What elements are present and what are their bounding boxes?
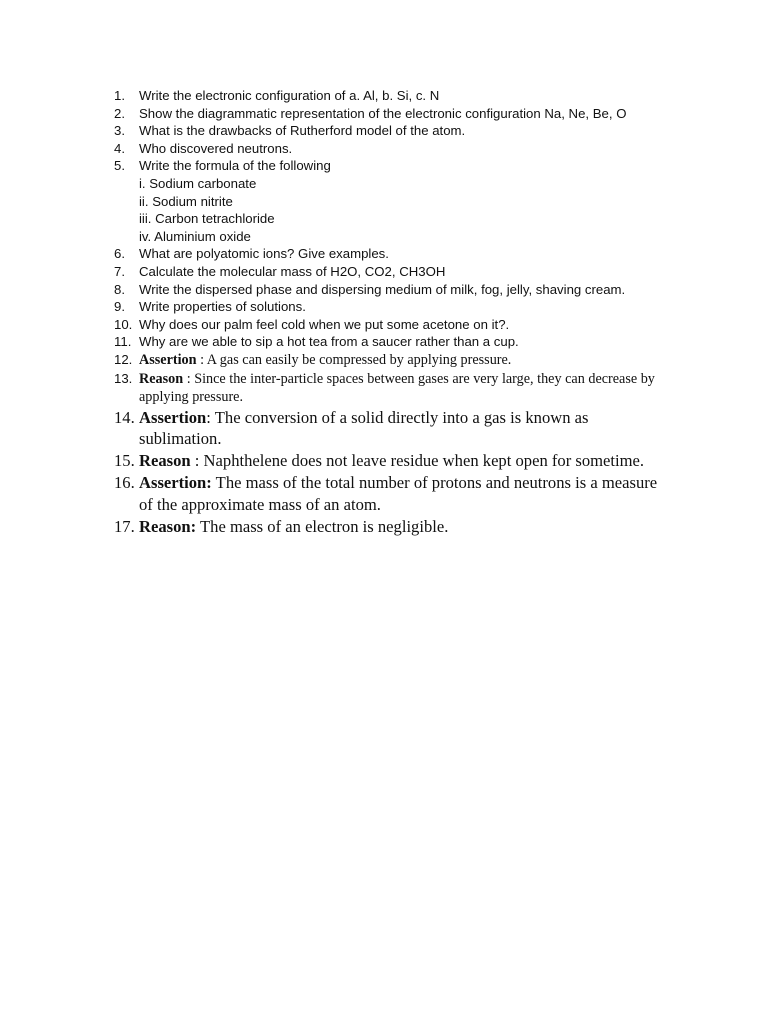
- question-number: 13.: [114, 370, 133, 386]
- question-text: : Since the inter-particle spaces between gases are very large, they can decrease by applying pressure.: [139, 370, 655, 406]
- question-number: 10.: [114, 316, 133, 332]
- question-item: [114, 516, 674, 538]
- assertion-keyword: Assertion: [139, 351, 197, 368]
- question-text: What is the drawbacks of Rutherford model of the atom.: [139, 123, 466, 139]
- reason-keyword: Reason: [139, 370, 184, 387]
- question-item: [114, 281, 674, 299]
- question-number: 14.: [114, 407, 135, 427]
- question-item: [114, 450, 674, 472]
- question-item: [114, 316, 674, 334]
- sub-item-text: iii. Carbon tetrachloride: [139, 211, 275, 227]
- assertion-keyword: Assertion:: [139, 473, 212, 493]
- question-text: What are polyatomic ions? Give examples.: [139, 246, 389, 262]
- sub-item: [114, 175, 674, 193]
- sub-item: [114, 228, 674, 246]
- sub-item-text: ii. Sodium nitrite: [139, 193, 233, 209]
- sub-item: [114, 210, 674, 228]
- question-text: Calculate the molecular mass of H2O, CO2, CH3OH: [139, 263, 446, 279]
- question-item: [114, 105, 674, 123]
- question-item: [114, 472, 674, 516]
- question-number: 9.: [114, 299, 125, 315]
- question-text: Who discovered neutrons.: [139, 140, 293, 156]
- reason-keyword: Reason: [139, 451, 191, 471]
- question-item: [114, 140, 674, 158]
- question-text: Write the electronic configuration of a. Al, b. Si, c. N: [139, 88, 440, 103]
- question-text: Show the diagrammatic representation of the electronic configuration Na, Ne, Be, O: [139, 105, 627, 121]
- question-number: 6.: [114, 246, 125, 262]
- question-item: [114, 298, 674, 316]
- question-number: 17.: [114, 516, 135, 536]
- question-item: [114, 333, 674, 351]
- question-item: [114, 87, 674, 105]
- question-text: Write the formula of the following: [139, 158, 331, 174]
- question-number: 4.: [114, 140, 125, 156]
- reason-keyword: Reason:: [139, 516, 197, 536]
- question-item: [114, 245, 674, 263]
- question-text: Why are we able to sip a hot tea from a saucer rather than a cup.: [139, 334, 519, 350]
- question-number: 15.: [114, 451, 135, 471]
- question-number: 8.: [114, 281, 125, 297]
- question-item: [114, 370, 674, 407]
- question-number: 1.: [114, 88, 125, 103]
- question-number: 12.: [114, 351, 133, 367]
- sub-item-text: iv. Aluminium oxide: [139, 228, 251, 244]
- question-text: The mass of an electron is negligible.: [196, 516, 449, 536]
- question-text: The mass of the total number of protons and neutrons is a measure of the approximate mass of an atom.: [139, 473, 658, 514]
- question-text: Write properties of solutions.: [139, 299, 306, 315]
- question-text: : Naphthelene does not leave residue when kept open for sometime.: [190, 451, 645, 471]
- question-item: [114, 122, 674, 140]
- question-item: [114, 351, 674, 370]
- sub-item-text: i. Sodium carbonate: [139, 175, 257, 191]
- question-list: [114, 87, 674, 537]
- question-item: [114, 263, 674, 281]
- question-item: [114, 157, 674, 175]
- assertion-keyword: Assertion: [139, 407, 207, 427]
- question-text: Why does our palm feel cold when we put some acetone on it?.: [139, 316, 510, 332]
- question-number: 16.: [114, 473, 135, 493]
- question-number: 7.: [114, 263, 125, 279]
- question-text: : The conversion of a solid directly into a gas is known as sublimation.: [139, 407, 589, 449]
- question-number: 5.: [114, 158, 125, 174]
- sub-item: [114, 193, 674, 211]
- question-number: 3.: [114, 123, 125, 139]
- question-text: : A gas can easily be compressed by applying pressure.: [196, 351, 512, 368]
- question-text: Write the dispersed phase and dispersing medium of milk, fog, jelly, shaving cream.: [139, 281, 626, 297]
- question-item: [114, 407, 674, 451]
- question-number: 2.: [114, 105, 125, 121]
- question-number: 11.: [114, 334, 132, 350]
